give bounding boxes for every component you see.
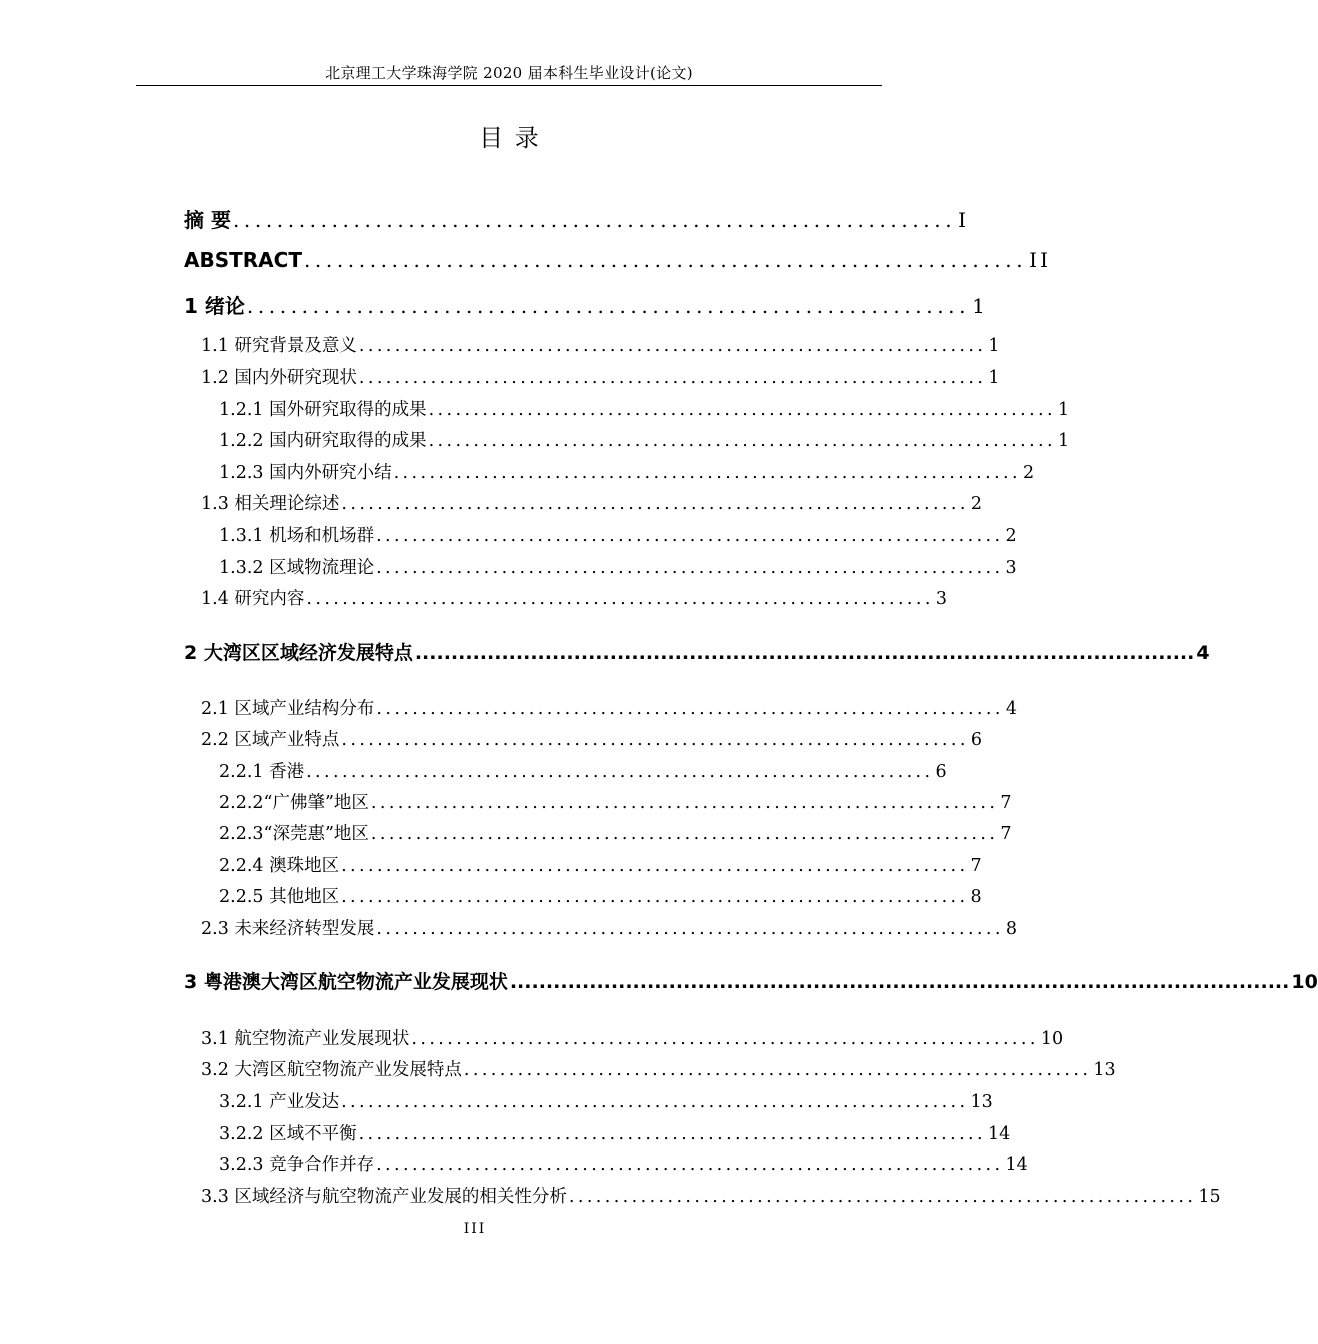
toc-page-number: 7 xyxy=(1000,824,1012,844)
dot-leader: ...................................................................... xyxy=(376,919,1004,939)
toc-page-number: 7 xyxy=(970,856,982,876)
toc-entry-label: 1.3.1 机场和机场群 xyxy=(219,526,375,546)
toc-entry-label: 2.2 区域产业特点 xyxy=(201,730,340,750)
toc-entry-label: 2 大湾区区域经济发展特点 xyxy=(184,642,413,664)
toc-entry-abstract-en[interactable] xyxy=(184,248,1051,272)
toc-page-number: 1 xyxy=(988,336,1000,356)
toc-entry-label: 1.2.2 国内研究取得的成果 xyxy=(219,431,427,451)
toc-entry-label: 2.2.1 香港 xyxy=(219,762,305,782)
toc-entry-1-2-1[interactable] xyxy=(219,396,1070,421)
toc-entry-2-2-5[interactable] xyxy=(219,883,982,908)
toc-page-number: 14 xyxy=(1005,1155,1028,1175)
toc-entry-label: 1.2.1 国外研究取得的成果 xyxy=(219,400,427,420)
dot-leader: ...................................................................... xyxy=(393,463,1021,483)
dot-leader: ...................................................................... xyxy=(358,1124,986,1144)
running-header: 北京理工大学珠海学院 2020 届本科生毕业设计(论文) xyxy=(325,64,693,82)
toc-entry-label: 3.2.3 竞争合作并存 xyxy=(219,1155,375,1175)
dot-leader: .................................................................. xyxy=(303,248,1028,272)
toc-entry-abstract-cn[interactable] xyxy=(184,204,970,233)
toc-entry-label: 2.1 区域产业结构分布 xyxy=(201,699,375,719)
toc-page-number: 6 xyxy=(970,730,982,750)
toc-entry-label: 1.1 研究背景及意义 xyxy=(201,336,357,356)
dot-leader: ...................................................................... xyxy=(568,1187,1197,1207)
toc-entry-1-2-2[interactable] xyxy=(219,427,1070,452)
toc-entry-1-3-2[interactable] xyxy=(219,554,1017,579)
toc-entry-label: 1.2.3 国内外研究小结 xyxy=(219,463,392,483)
toc-entry-label: 1 绪论 xyxy=(184,294,245,318)
toc-page-number: 15 xyxy=(1198,1187,1221,1207)
toc-entry-label: ABSTRACT xyxy=(184,248,302,272)
toc-entry-3-2-2[interactable] xyxy=(219,1120,1011,1145)
toc-entry-label: 3 粤港澳大湾区航空物流产业发展现状 xyxy=(184,971,508,993)
toc-entry-3-2-3[interactable] xyxy=(219,1151,1028,1176)
toc-entry-label: 3.2 大湾区航空物流产业发展特点 xyxy=(201,1060,462,1080)
dot-leader: ...................................................................... xyxy=(306,589,934,609)
toc-entry-3-3[interactable] xyxy=(201,1183,1221,1208)
dot-leader: ...................................................................... xyxy=(358,368,987,388)
dot-leader: ...................................................................... xyxy=(376,558,1004,578)
toc-entry-1-2[interactable] xyxy=(201,364,1000,389)
dot-leader: ...................................................................... xyxy=(341,494,969,514)
dot-leader: ...................................................................... xyxy=(411,1029,1039,1049)
toc-page-number: 7 xyxy=(1000,793,1012,813)
page-number: III xyxy=(463,1221,487,1237)
toc-entry-label: 2.2.5 其他地区 xyxy=(219,887,340,907)
toc-page-number: 10 xyxy=(1040,1029,1064,1049)
dot-leader: ...................................................................... xyxy=(370,793,999,813)
toc-page-number: 3 xyxy=(1005,558,1017,578)
toc-page-number: 13 xyxy=(970,1092,993,1112)
dot-leader: ...................................................................... xyxy=(463,1060,1092,1080)
toc-entry-2-2-1[interactable] xyxy=(219,758,947,783)
toc-entry-label: 3.2.1 产业发达 xyxy=(219,1092,340,1112)
toc-page-number: 8 xyxy=(1005,919,1017,939)
toc-page-number: 1 xyxy=(1058,431,1070,451)
toc-page-number: 2 xyxy=(970,494,982,514)
toc-entry-label: 3.3 区域经济与航空物流产业发展的相关性分析 xyxy=(201,1187,567,1207)
toc-page-number: 2 xyxy=(1023,463,1035,483)
dot-leader: ............................................................................................................ xyxy=(509,971,1290,993)
dot-leader: ...................................................................... xyxy=(341,730,969,750)
dot-leader: .................................................................. xyxy=(246,294,971,318)
toc-entry-1-3[interactable] xyxy=(201,490,982,515)
toc-entry-1-4[interactable] xyxy=(201,585,947,610)
toc-entry-1-1[interactable] xyxy=(201,332,1000,357)
dot-leader: ...................................................................... xyxy=(376,1155,1004,1175)
toc-page-number: 8 xyxy=(970,887,982,907)
toc-entry-label: 2.2.2“广佛肇”地区 xyxy=(219,793,369,813)
toc-entry-2-2-2[interactable] xyxy=(219,789,1012,814)
toc-entry-label: 3.1 航空物流产业发展现状 xyxy=(201,1029,410,1049)
toc-entry-chapter-2[interactable] xyxy=(184,638,1210,665)
toc-entry-label: 1.3.2 区域物流理论 xyxy=(219,558,375,578)
toc-entry-3-2[interactable] xyxy=(201,1056,1116,1081)
toc-page-number: 14 xyxy=(988,1124,1011,1144)
dot-leader: ...................................................................... xyxy=(376,526,1004,546)
toc-entry-2-2-3[interactable] xyxy=(219,820,1012,845)
toc-entry-chapter-3[interactable] xyxy=(184,967,1318,994)
dot-leader: ...................................................................... xyxy=(428,431,1056,451)
toc-entry-label: 1.3 相关理论综述 xyxy=(201,494,340,514)
toc-entry-label: 摘 要 xyxy=(184,208,231,232)
toc-page-number: 1 xyxy=(1058,400,1070,420)
toc-entry-2-2-4[interactable] xyxy=(219,852,982,877)
dot-leader: ...................................................................... xyxy=(306,762,934,782)
dot-leader: .................................................................. xyxy=(232,208,957,232)
dot-leader: ............................................................................................................ xyxy=(414,642,1195,664)
toc-entry-label: 1.2 国内外研究现状 xyxy=(201,368,357,388)
toc-entry-label: 2.2.4 澳珠地区 xyxy=(219,856,340,876)
toc-page-number: 2 xyxy=(1005,526,1017,546)
toc-page-number: 1 xyxy=(988,368,1000,388)
toc-entry-label: 2.3 未来经济转型发展 xyxy=(201,919,375,939)
dot-leader: ...................................................................... xyxy=(341,1092,969,1112)
toc-entry-3-1[interactable] xyxy=(201,1025,1064,1050)
dot-leader: ...................................................................... xyxy=(358,336,987,356)
toc-page-number: 6 xyxy=(935,762,947,782)
toc-entry-label: 1.4 研究内容 xyxy=(201,589,305,609)
toc-entry-2-3[interactable] xyxy=(201,915,1017,940)
toc-page-number: II xyxy=(1029,248,1051,272)
dot-leader: ...................................................................... xyxy=(376,699,1004,719)
dot-leader: ...................................................................... xyxy=(428,400,1056,420)
toc-page-number: 4 xyxy=(1005,699,1017,719)
toc-page-number: 4 xyxy=(1196,642,1210,664)
toc-entry-3-2-1[interactable] xyxy=(219,1088,993,1113)
toc-entry-2-2[interactable] xyxy=(201,726,982,751)
dot-leader: ...................................................................... xyxy=(341,887,969,907)
toc-page-number: 3 xyxy=(935,589,947,609)
toc-entry-1-2-3[interactable] xyxy=(219,459,1035,484)
toc-entry-2-1[interactable] xyxy=(201,695,1017,720)
toc-entry-chapter-1[interactable] xyxy=(184,290,988,319)
dot-leader: ...................................................................... xyxy=(370,824,999,844)
dot-leader: ...................................................................... xyxy=(341,856,969,876)
toc-entry-label: 2.2.3“深莞惠”地区 xyxy=(219,824,369,844)
toc-title: 目 录 xyxy=(479,124,541,152)
toc-page-number: 13 xyxy=(1093,1060,1116,1080)
toc-entry-label: 3.2.2 区域不平衡 xyxy=(219,1124,357,1144)
toc-page-number: I xyxy=(958,208,970,232)
toc-page-number: 10 xyxy=(1291,971,1318,993)
toc-entry-1-3-1[interactable] xyxy=(219,522,1017,547)
toc-page-number: 1 xyxy=(972,294,988,318)
